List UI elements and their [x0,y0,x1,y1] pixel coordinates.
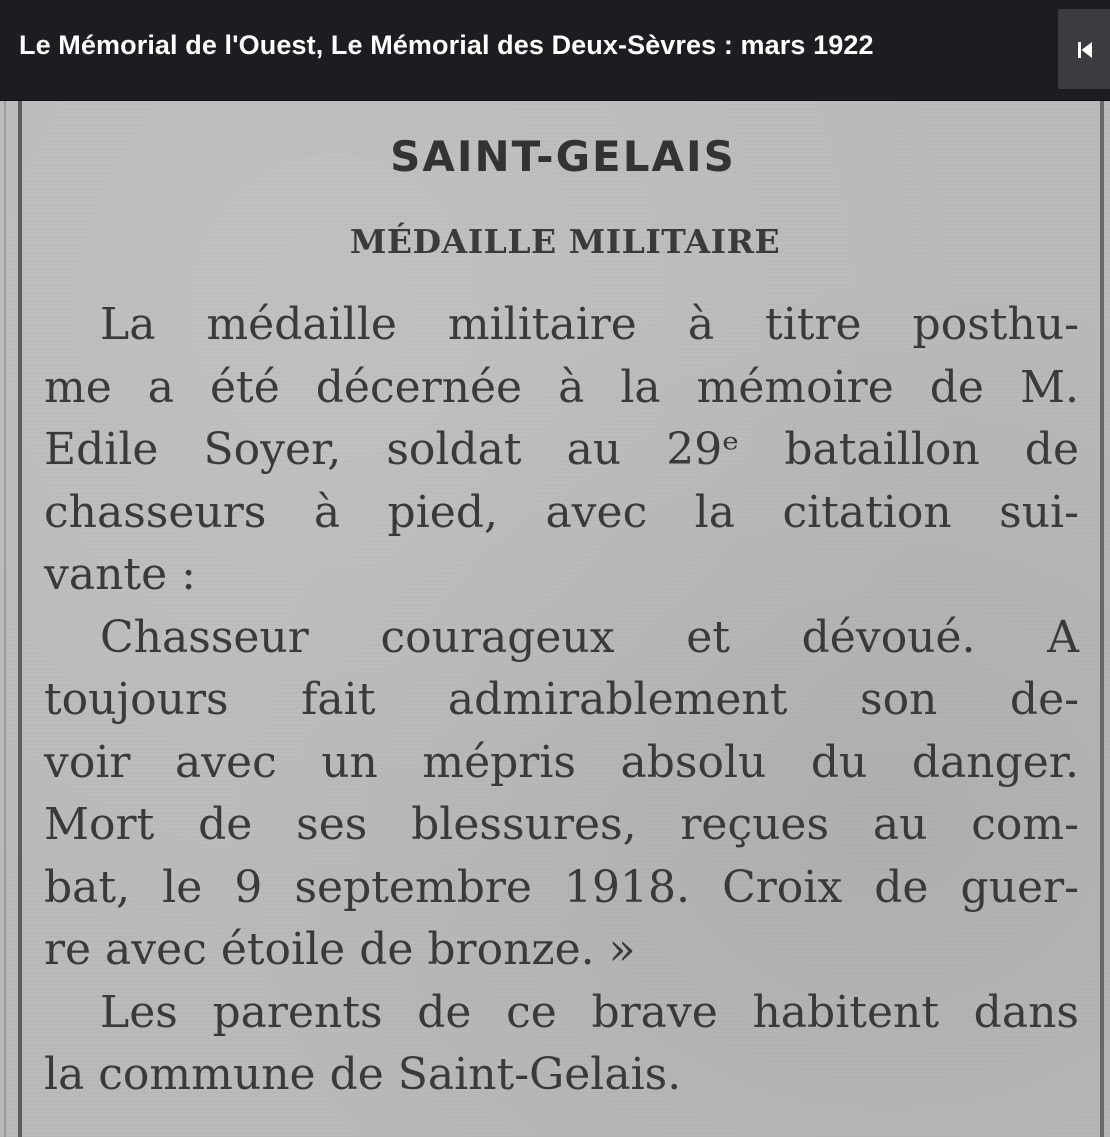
first-page-button[interactable] [1058,9,1110,89]
article-line: me a été décernée à la mémoire de M. [44,361,1079,413]
article-line: Les parents de ce brave habitent dans [100,986,1079,1038]
article-line: bat, le 9 septembre 1918. Croix de guer- [44,861,1079,913]
article-subheading: MÉDAILLE MILITAIRE [349,222,781,261]
document-title: Le Mémorial de l'Ouest, Le Mémorial des Deux-Sèvres : mars 1922 [19,30,874,60]
article-line: La médaille militaire à titre posthu- [100,299,1079,350]
article-line: vante : [44,549,196,600]
article-line: toujours fait admirablement son de- [44,674,1079,725]
article-line: voir avec un mépris absolu du danger. [44,736,1079,788]
skip-to-start-icon [1078,41,1092,59]
article-town-heading: SAINT-GELAIS [390,132,736,181]
article-line: Chasseur courageux et dévoué. A [100,611,1079,663]
article-line: chasseurs à pied, avec la citation sui- [44,486,1079,538]
column-rule-outer [4,100,6,1137]
newspaper-scan[interactable] [0,100,1110,1137]
viewer-toolbar [0,0,1110,101]
article-line: Edile Soyer, soldat au 29ᵉ bataillon de [44,424,1079,475]
article-line: la commune de Saint-Gelais. [44,1049,682,1100]
article-line: Mort de ses blessures, reçues au com- [44,799,1079,850]
article-body [44,294,1079,1107]
article-line: re avec étoile de bronze. » [44,924,636,975]
